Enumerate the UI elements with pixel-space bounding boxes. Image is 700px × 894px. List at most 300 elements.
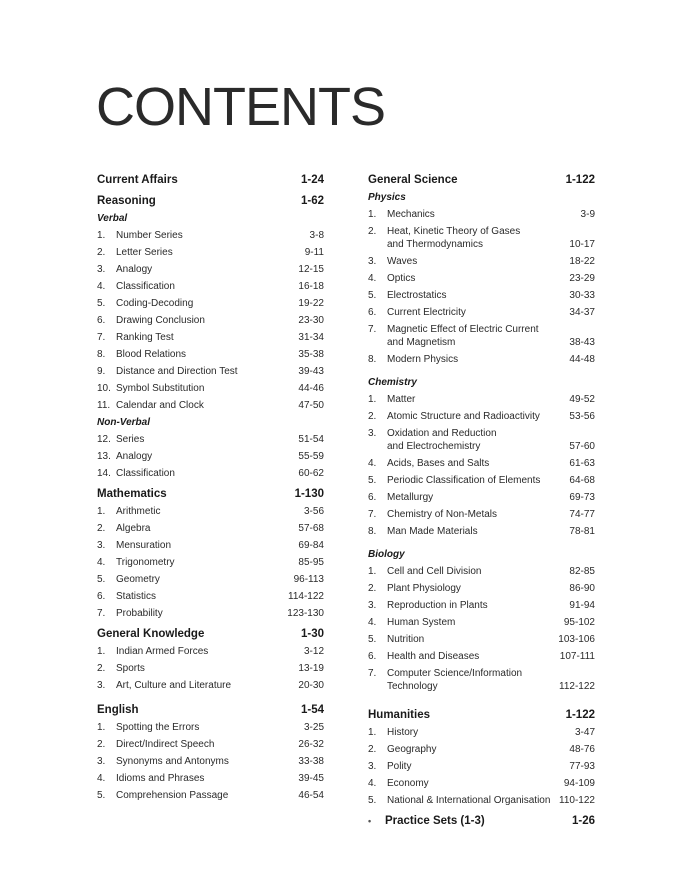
entry-number: 3. (368, 428, 377, 439)
section-reasoning[interactable] (97, 193, 324, 210)
entry-pages: 60-62 (298, 468, 324, 479)
entry-title (387, 743, 569, 756)
entry-title-line: Algebra (116, 523, 151, 534)
entry-title (116, 263, 298, 276)
entry-title (116, 382, 298, 395)
entry-number: 6. (368, 651, 377, 662)
entry-title-line: Magnetic Effect of Electric Current (387, 324, 539, 335)
entry-title-line: Ranking Test (116, 332, 174, 343)
entry-title-line: Symbol Substitution (116, 383, 205, 394)
toc-entry[interactable] (97, 770, 324, 787)
toc-entry[interactable] (97, 329, 324, 346)
entry-pages: 23-30 (298, 315, 324, 326)
entry-title (387, 794, 559, 807)
entry-number: 5. (97, 298, 106, 309)
entry-number: 3. (368, 256, 377, 267)
entry-number: 4. (368, 617, 377, 628)
subsection-physics: Physics (368, 192, 406, 203)
entry-title-line: Cell and Cell Division (387, 566, 482, 577)
entry-number: 13. (97, 451, 111, 462)
toc-entry[interactable] (97, 465, 324, 482)
entry-pages: 57-68 (298, 523, 324, 534)
entry-title-line: Geometry (116, 574, 160, 585)
section-pages: 1-62 (300, 195, 324, 207)
entry-title (116, 590, 288, 603)
entry-title-line: Idioms and Phrases (116, 773, 205, 784)
entry-title-line: Blood Relations (116, 349, 187, 360)
toc-entry[interactable] (368, 287, 595, 304)
entry-number: 6. (97, 591, 106, 602)
entry-pages: 82-85 (569, 566, 595, 577)
section-title: Mathematics (97, 488, 167, 500)
entry-pages: 114-122 (288, 591, 324, 602)
toc-entry[interactable] (368, 455, 595, 472)
entry-number: 4. (368, 273, 377, 284)
entry-title (387, 650, 560, 663)
entry-pages: 33-38 (298, 756, 324, 767)
section-title: English (97, 704, 139, 716)
entry-pages: 35-38 (298, 349, 324, 360)
toc-entry[interactable] (97, 719, 324, 736)
toc-entry[interactable] (368, 321, 595, 351)
entry-title-line: Drawing Conclusion (116, 315, 205, 326)
toc-entry[interactable] (97, 677, 324, 694)
entry-title (116, 738, 298, 751)
entry-title-line: Analogy (116, 264, 153, 275)
entry-pages: 94-109 (563, 778, 595, 789)
entry-title (116, 505, 304, 518)
entry-pages: 85-95 (298, 557, 324, 568)
entry-title (116, 522, 298, 535)
toc-entry[interactable] (97, 787, 324, 804)
entry-number: 9. (97, 366, 106, 377)
section-mathematics[interactable] (97, 486, 324, 503)
toc-entry[interactable] (368, 741, 595, 758)
entry-pages: 49-52 (569, 394, 595, 405)
entry-pages: 103-106 (558, 634, 595, 645)
entry-number: 4. (368, 458, 377, 469)
entry-pages: 19-22 (298, 298, 324, 309)
section-title: Reasoning (97, 195, 156, 207)
entry-pages: 61-63 (569, 458, 595, 469)
entry-pages: 3-47 (574, 727, 595, 738)
entry-pages: 47-50 (298, 400, 324, 411)
toc-entry[interactable] (97, 588, 324, 605)
toc-entry[interactable] (368, 270, 595, 287)
entry-number: 2. (97, 523, 106, 534)
entry-title (387, 491, 569, 504)
toc-entry[interactable] (97, 643, 324, 660)
entry-pages: 39-43 (298, 366, 324, 377)
entry-title (387, 599, 569, 612)
entry-title-line: Plant Physiology (387, 583, 461, 594)
toc-entry[interactable] (97, 448, 324, 465)
contents-left-column (97, 172, 324, 804)
entry-title (116, 297, 298, 310)
toc-entry[interactable] (97, 431, 324, 448)
section-title: Humanities (368, 709, 430, 721)
entry-title-line: Series (116, 434, 145, 445)
entry-pages: 78-81 (569, 526, 595, 537)
toc-entry[interactable] (97, 554, 324, 571)
bullet-icon: • (368, 816, 372, 826)
toc-entry[interactable] (368, 206, 595, 223)
entry-number: 7. (97, 332, 106, 343)
entry-pages: 23-29 (569, 273, 595, 284)
entry-title-line: Oxidation and Reduction (387, 428, 497, 439)
toc-entry[interactable] (97, 736, 324, 753)
entry-pages: 64-68 (569, 475, 595, 486)
entry-title (116, 539, 298, 552)
entry-pages: 13-19 (298, 663, 324, 674)
entry-title (116, 556, 298, 569)
entry-title-line: Electrostatics (387, 290, 447, 301)
entry-title (387, 289, 569, 302)
entry-title-line: Comprehension Passage (116, 790, 229, 801)
entry-pages: 16-18 (298, 281, 324, 292)
toc-entry[interactable] (368, 775, 595, 792)
entry-pages: 46-54 (298, 790, 324, 801)
entry-number: 3. (97, 264, 106, 275)
entry-number: 5. (368, 634, 377, 645)
entry-pages: 123-130 (287, 608, 324, 619)
toc-entry[interactable] (368, 597, 595, 614)
toc-entry[interactable] (368, 563, 595, 580)
list-general-knowledge (97, 643, 324, 694)
entry-title-line: Trigonometry (116, 557, 175, 568)
entry-title (387, 508, 569, 521)
entry-title (387, 225, 569, 251)
section-pages: 1-26 (571, 815, 595, 827)
entry-pages: 44-48 (569, 354, 595, 365)
entry-pages: 110-122 (559, 795, 595, 806)
entry-title-line: Distance and Direction Test (116, 366, 238, 377)
entry-title-line: Direct/Indirect Speech (116, 739, 215, 750)
entry-title-line: Technology (387, 681, 438, 692)
toc-entry[interactable] (97, 244, 324, 261)
toc-entry[interactable] (97, 380, 324, 397)
entry-title (116, 721, 304, 734)
toc-entry[interactable] (368, 792, 595, 809)
entry-title (387, 582, 569, 595)
entry-pages: 12-15 (298, 264, 324, 275)
entry-title-line: Computer Science/Information (387, 668, 523, 679)
entry-pages: 39-45 (298, 773, 324, 784)
list-verbal (97, 227, 324, 414)
entry-title-line: Metallurgy (387, 492, 434, 503)
entry-pages: 30-33 (569, 290, 595, 301)
entry-title (116, 755, 298, 768)
entry-title-line: Mensuration (116, 540, 172, 551)
entry-number: 11. (97, 400, 111, 411)
entry-pages: 107-111 (559, 651, 595, 662)
entry-pages: 96-113 (293, 574, 324, 585)
list-physics (368, 206, 595, 368)
entry-pages: 3-8 (309, 230, 324, 241)
entry-number: 4. (97, 773, 106, 784)
toc-entry[interactable] (97, 227, 324, 244)
entry-pages: 51-54 (298, 434, 324, 445)
entry-title-line: History (387, 727, 419, 738)
entry-title (116, 229, 310, 242)
entry-pages: 48-76 (569, 744, 595, 755)
entry-title (387, 353, 569, 366)
entry-number: 1. (368, 566, 377, 577)
entry-title (116, 331, 298, 344)
entry-pages: 9-11 (304, 247, 324, 258)
toc-entry[interactable] (368, 472, 595, 489)
entry-title-line: Synonyms and Antonyms (116, 756, 229, 767)
toc-entry[interactable] (368, 648, 595, 665)
entry-number: 1. (97, 646, 106, 657)
section-humanities[interactable] (368, 707, 595, 724)
toc-entry[interactable] (368, 724, 595, 741)
entry-pages: 55-59 (298, 451, 324, 462)
entry-title (387, 208, 581, 221)
entry-pages: 112-122 (559, 681, 595, 692)
toc-entry[interactable] (368, 253, 595, 270)
entry-title (387, 760, 569, 773)
entry-number: 5. (97, 790, 106, 801)
list-biology (368, 563, 595, 695)
section-pages: 1-130 (294, 488, 324, 500)
entry-number: 8. (368, 526, 377, 537)
toc-entry[interactable] (97, 537, 324, 554)
entry-number: 6. (368, 492, 377, 503)
page-title: CONTENTS (96, 77, 385, 137)
entry-title (387, 633, 558, 646)
toc-entry[interactable] (368, 304, 595, 321)
toc-entry[interactable] (97, 753, 324, 770)
entry-number: 2. (368, 411, 377, 422)
entry-title (387, 565, 569, 578)
entry-title-line: Heat, Kinetic Theory of Gases (387, 226, 521, 237)
entry-title (116, 280, 298, 293)
toc-entry[interactable] (368, 506, 595, 523)
entry-title (116, 399, 298, 412)
entry-title-line: Nutrition (387, 634, 425, 645)
entry-number: 1. (368, 727, 377, 738)
entry-number: 7. (368, 668, 377, 679)
contents-right-column (368, 172, 595, 830)
section-title: Current Affairs (97, 174, 178, 186)
entry-pages: 77-93 (569, 761, 595, 772)
toc-entry[interactable] (368, 665, 595, 695)
list-english (97, 719, 324, 804)
toc-entry[interactable] (97, 312, 324, 329)
toc-entry[interactable] (97, 295, 324, 312)
entry-number: 2. (368, 583, 377, 594)
section-general-science[interactable] (368, 172, 595, 189)
toc-entry[interactable] (368, 631, 595, 648)
toc-entry[interactable] (368, 489, 595, 506)
entry-title-line: Health and Diseases (387, 651, 480, 662)
subsection-biology: Biology (368, 549, 405, 560)
entry-title-line: Sports (116, 663, 145, 674)
entry-number: 3. (97, 540, 106, 551)
entry-title (116, 607, 287, 620)
entry-number: 8. (97, 349, 106, 360)
toc-entry[interactable] (368, 351, 595, 368)
entry-pages: 3-12 (303, 646, 324, 657)
entry-pages: 3-9 (580, 209, 595, 220)
entry-title (116, 450, 298, 463)
toc-entry[interactable] (368, 523, 595, 540)
entry-title-line: Probability (116, 608, 163, 619)
section-english[interactable] (97, 702, 324, 719)
entry-title (387, 616, 564, 629)
entry-title (387, 410, 569, 423)
entry-pages: 18-22 (569, 256, 595, 267)
entry-title-line: Analogy (116, 451, 153, 462)
entry-number: 12. (97, 434, 111, 445)
toc-entry[interactable] (97, 571, 324, 588)
entry-pages: 34-37 (569, 307, 595, 318)
entry-title-line: Waves (387, 256, 418, 267)
entry-title-line: Periodic Classification of Elements (387, 475, 541, 486)
entry-title (116, 467, 298, 480)
entry-title-line: Statistics (116, 591, 157, 602)
entry-title-line: Classification (116, 468, 175, 479)
entry-title (387, 272, 569, 285)
entry-title-line: Coding-Decoding (116, 298, 194, 309)
entry-title-line: and Magnetism (387, 337, 456, 348)
entry-pages: 69-73 (569, 492, 595, 503)
entry-title-line: Chemistry of Non-Metals (387, 509, 498, 520)
entry-pages: 91-94 (569, 600, 595, 611)
entry-title (387, 427, 569, 453)
list-nonverbal (97, 431, 324, 482)
toc-entry[interactable] (368, 425, 595, 455)
entry-title-line: Reproduction in Plants (387, 600, 488, 611)
entry-title (116, 573, 294, 586)
entry-number: 5. (97, 574, 106, 585)
entry-title-line: Polity (387, 761, 412, 772)
entry-number: 14. (97, 468, 111, 479)
entry-pages: 57-60 (569, 441, 595, 452)
entry-pages: 74-77 (569, 509, 595, 520)
entry-pages: 95-102 (563, 617, 595, 628)
entry-number: 3. (97, 756, 106, 767)
entry-title (116, 433, 298, 446)
toc-entry[interactable] (97, 520, 324, 537)
entry-title-line: Number Series (116, 230, 183, 241)
section-title: Practice Sets (1-3) (385, 815, 485, 827)
toc-entry[interactable] (97, 363, 324, 380)
entry-title-line: Current Electricity (387, 307, 466, 318)
entry-number: 2. (368, 744, 377, 755)
toc-entry[interactable] (368, 614, 595, 631)
toc-entry[interactable] (97, 346, 324, 363)
entry-pages: 20-30 (298, 680, 324, 691)
entry-title-line: and Electrochemistry (387, 441, 481, 452)
toc-entry[interactable] (368, 391, 595, 408)
subsection-nonverbal: Non-Verbal (97, 417, 150, 428)
entry-title-line: Economy (387, 778, 429, 789)
toc-entry[interactable] (97, 278, 324, 295)
subsection-chemistry: Chemistry (368, 377, 417, 388)
section-title: General Knowledge (97, 628, 205, 640)
subsection-verbal: Verbal (97, 213, 128, 224)
entry-title (387, 306, 569, 319)
entry-number: 3. (368, 600, 377, 611)
section-pages: 1-122 (565, 709, 595, 721)
entry-title-line: Modern Physics (387, 354, 459, 365)
entry-number: 1. (97, 230, 106, 241)
entry-title (116, 679, 298, 692)
entry-pages: 3-25 (303, 722, 324, 733)
section-general-knowledge[interactable] (97, 626, 324, 643)
entry-pages: 44-46 (298, 383, 324, 394)
toc-entry[interactable] (97, 397, 324, 414)
entry-number: 5. (368, 795, 377, 806)
entry-title (387, 255, 569, 268)
entry-title-line: Atomic Structure and Radioactivity (387, 411, 540, 422)
toc-entry[interactable] (368, 223, 595, 253)
list-chemistry (368, 391, 595, 540)
entry-number: 10. (97, 383, 111, 394)
entry-title (116, 314, 298, 327)
entry-number: 4. (97, 557, 106, 568)
entry-title (116, 789, 298, 802)
entry-pages: 31-34 (298, 332, 324, 343)
section-current-affairs[interactable] (97, 172, 324, 189)
list-mathematics (97, 503, 324, 622)
entry-pages: 3-56 (303, 506, 324, 517)
entry-number: 2. (97, 663, 106, 674)
toc-entry[interactable] (97, 261, 324, 278)
entry-title (387, 777, 564, 790)
entry-number: 3. (97, 680, 106, 691)
entry-number: 1. (368, 209, 377, 220)
entry-number: 6. (97, 315, 106, 326)
entry-number: 1. (97, 506, 106, 517)
entry-pages: 26-32 (298, 739, 324, 750)
toc-entry[interactable] (368, 408, 595, 425)
entry-pages: 38-43 (569, 337, 595, 348)
entry-title (387, 667, 559, 693)
entry-title-line: Art, Culture and Literature (116, 680, 232, 691)
list-humanities (368, 724, 595, 809)
entry-number: 2. (368, 226, 377, 237)
entry-number: 4. (368, 778, 377, 789)
entry-number: 6. (368, 307, 377, 318)
toc-entry[interactable] (97, 503, 324, 520)
toc-entry[interactable] (97, 605, 324, 622)
entry-title (387, 323, 569, 349)
entry-number: 7. (368, 324, 377, 335)
toc-entry[interactable] (368, 758, 595, 775)
entry-title-line: Optics (387, 273, 416, 284)
entry-title-line: Calendar and Clock (116, 400, 204, 411)
entry-title-line: Man Made Materials (387, 526, 478, 537)
section-practice-sets[interactable] (368, 813, 595, 830)
toc-entry[interactable] (368, 580, 595, 597)
entry-title-line: and Thermodynamics (387, 239, 483, 250)
entry-title-line: Spotting the Errors (116, 722, 200, 733)
entry-title-line: Mechanics (387, 209, 435, 220)
entry-title (387, 525, 569, 538)
entry-title (116, 348, 298, 361)
entry-title (387, 726, 575, 739)
entry-title-line: Matter (387, 394, 416, 405)
toc-entry[interactable] (97, 660, 324, 677)
entry-title (116, 772, 298, 785)
entry-number: 5. (368, 475, 377, 486)
entry-number: 7. (368, 509, 377, 520)
entry-pages: 10-17 (569, 239, 595, 250)
section-pages: 1-24 (300, 174, 324, 186)
